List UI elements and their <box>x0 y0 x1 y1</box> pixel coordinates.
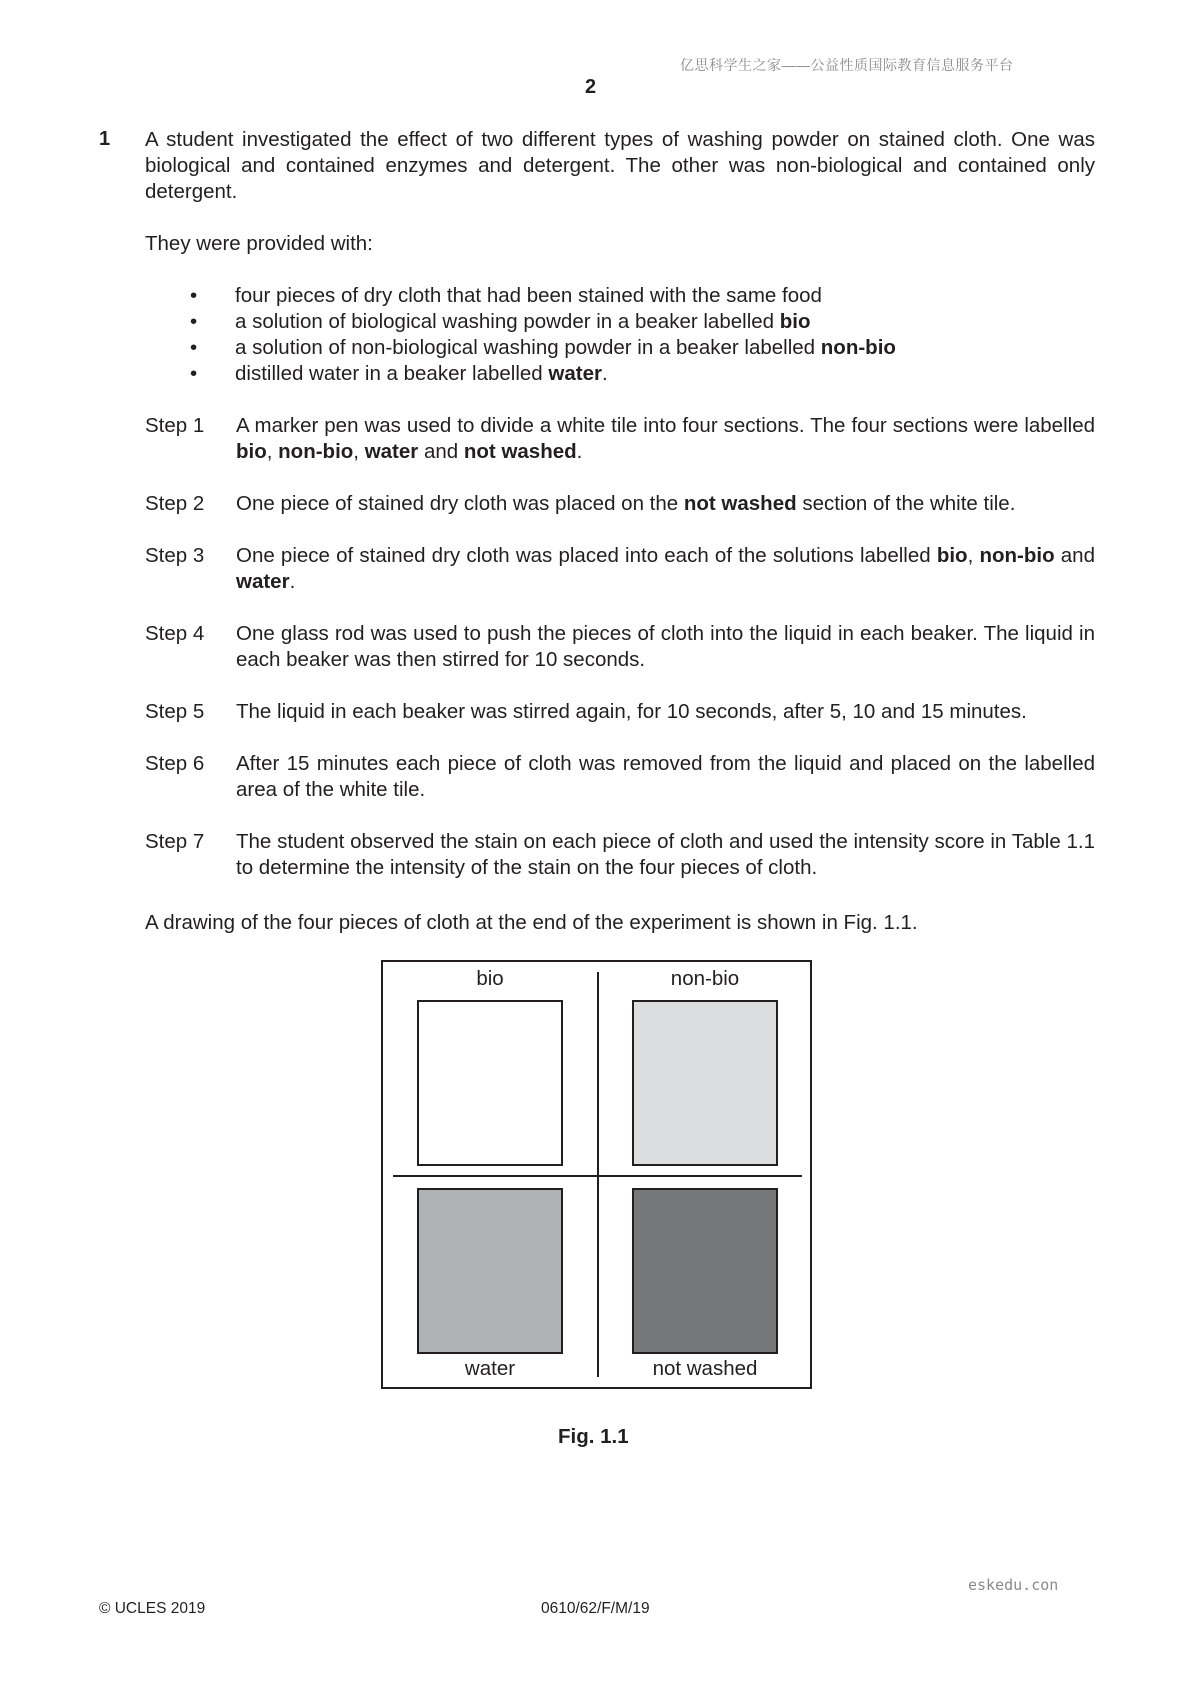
step-label: Step 2 <box>145 492 205 515</box>
step-5 <box>145 699 1095 725</box>
cloth-water <box>417 1188 563 1354</box>
step-text: One glass rod was used to push the pieces of cloth into the liquid in each beaker. The liquid in each beaker was then stirred for 10 seconds. <box>236 622 1095 671</box>
step-label: Step 3 <box>145 544 205 567</box>
tile-divider-horizontal <box>393 1175 802 1177</box>
steps-list <box>145 413 1095 907</box>
step-label: Step 1 <box>145 414 205 437</box>
step-text: One piece of stained dry cloth was placed into each of the solutions labelled bio, non-bio and water. <box>236 544 1095 593</box>
step-label: Step 4 <box>145 622 205 645</box>
cloth-label-bio: bio <box>476 967 504 990</box>
list-item: • four pieces of dry cloth that had been stained with the same food <box>190 284 822 307</box>
list-item: • a solution of biological washing powder in a beaker labelled bio <box>190 310 811 333</box>
step-text: The liquid in each beaker was stirred again, for 10 seconds, after 5, 10 and 15 minutes. <box>236 700 1027 723</box>
question-number: 1 <box>99 128 111 150</box>
copyright: © UCLES 2019 <box>99 1600 206 1617</box>
step-text: After 15 minutes each piece of cloth was removed from the liquid and placed on the labelled area of the white tile. <box>236 752 1095 801</box>
step-label: Step 6 <box>145 752 205 775</box>
step-2 <box>145 491 1095 517</box>
paper-code: 0610/62/F/M/19 <box>541 1600 650 1617</box>
bullet-icon: • <box>190 336 198 359</box>
figure-caption: Fig. 1.1 <box>558 1425 629 1448</box>
provided-heading: They were provided with: <box>145 232 373 255</box>
page-number: 2 <box>585 76 597 98</box>
step-text: The student observed the stain on each piece of cloth and used the intensity score in Table 1.1 to determine the intensity of the stain on the four pieces of cloth. <box>236 830 1095 879</box>
cloth-not-washed <box>632 1188 778 1354</box>
bullet-icon: • <box>190 284 198 307</box>
materials-list <box>190 283 896 387</box>
step-label: Step 5 <box>145 700 205 723</box>
header-watermark: 亿思科学生之家——公益性质国际教育信息服务平台 <box>680 57 1014 73</box>
step-text: One piece of stained dry cloth was placed on the not washed section of the white tile. <box>236 492 1016 515</box>
footer-watermark: eskedu.con <box>968 1576 1059 1594</box>
step-text: A marker pen was used to divide a white tile into four sections. The four sections were labelled bio, non-bio, water and not washed. <box>236 414 1095 463</box>
cloth-non-bio <box>632 1000 778 1166</box>
step-3 <box>145 543 1095 595</box>
list-item: • distilled water in a beaker labelled water. <box>190 362 608 385</box>
step-7 <box>145 829 1095 881</box>
cloth-label-non-bio: non-bio <box>670 967 740 990</box>
bullet-icon: • <box>190 310 198 333</box>
cloth-label-water: water <box>464 1357 516 1380</box>
step-6 <box>145 751 1095 803</box>
question-intro: A student investigated the effect of two different types of washing powder on stained cloth. One was biological and contained enzymes and detergent. The other was non-biological and contained only detergent. <box>145 128 1095 203</box>
list-item: • a solution of non-biological washing powder in a beaker labelled non-bio <box>190 336 896 359</box>
step-4 <box>145 621 1095 673</box>
cloth-bio <box>417 1000 563 1166</box>
cloth-label-not-washed: not washed <box>652 1357 758 1380</box>
drawing-intro: A drawing of the four pieces of cloth at the end of the experiment is shown in Fig. 1.1. <box>145 911 918 934</box>
step-label: Step 7 <box>145 830 205 853</box>
figure-white-tile <box>381 960 812 1389</box>
step-1 <box>145 413 1095 465</box>
bullet-icon: • <box>190 362 198 385</box>
